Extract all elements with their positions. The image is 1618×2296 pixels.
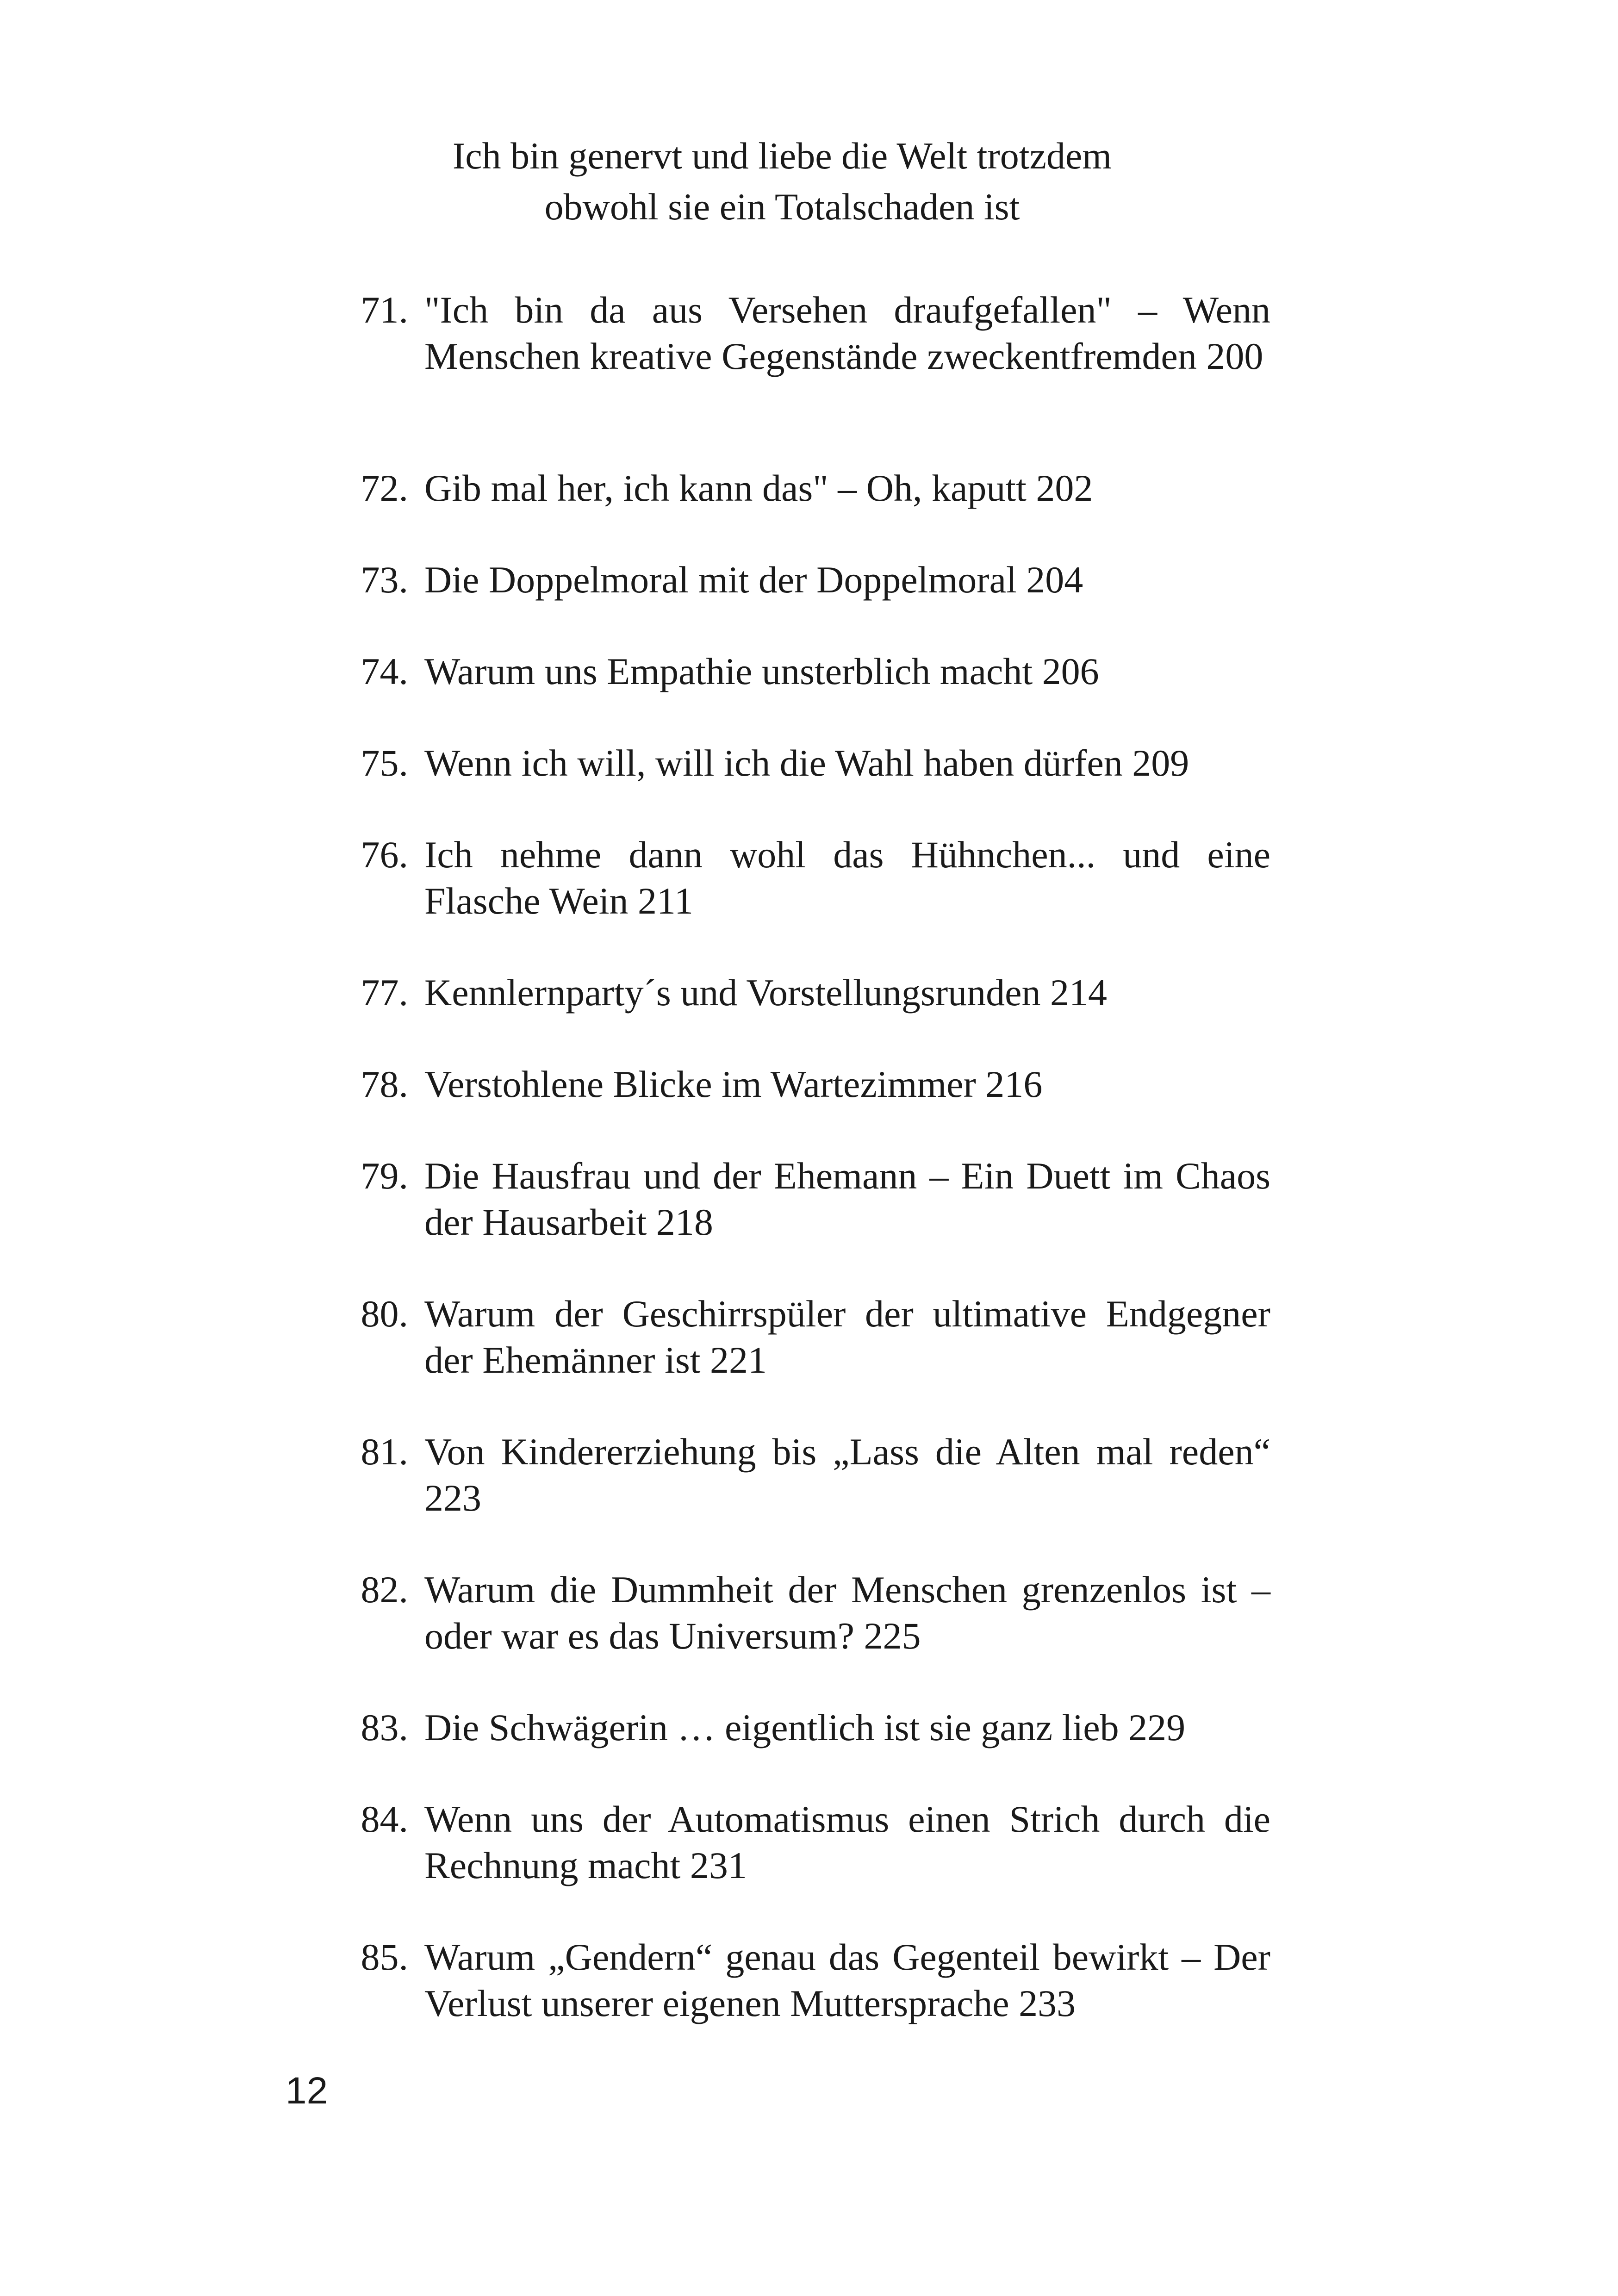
toc-entry-85: [353, 1934, 1270, 2027]
toc-entry-number: 82.: [361, 1568, 408, 1611]
toc-entry-title: Warum uns Empathie unsterblich macht 206: [424, 650, 1099, 692]
toc-entry-number: 78.: [361, 1063, 408, 1105]
toc-entry-74: [353, 648, 1270, 695]
toc-entry-72: [353, 465, 1270, 511]
toc-entry-title: Gib mal her, ich kann das" – Oh, kaputt 202: [424, 467, 1093, 509]
toc-entry-number: 85.: [361, 1936, 408, 1978]
toc-entry-76: [353, 832, 1270, 924]
toc-entry-84: [353, 1796, 1270, 1889]
toc-entry-79: [353, 1153, 1270, 1245]
toc-entry-title: Die Schwägerin … eigentlich ist sie ganz lieb 229: [424, 1706, 1186, 1748]
toc-entry-title: Von Kindererziehung bis „Lass die Alten mal reden“ 223: [424, 1431, 1270, 1519]
toc-entry-title: Kennlernparty´s und Vorstellungsrunden 214: [424, 971, 1108, 1014]
toc-entry-number: 72.: [361, 467, 408, 509]
toc-entry-title: Wenn ich will, will ich die Wahl haben dürfen 209: [424, 742, 1189, 784]
page-number: 12: [286, 2070, 328, 2112]
toc-entry-83: [353, 1705, 1270, 1751]
toc-entry-81: [353, 1429, 1270, 1521]
toc-entry-title: Verstohlene Blicke im Wartezimmer 216: [424, 1063, 1043, 1105]
toc-entry-title: Warum die Dummheit der Menschen grenzenlos ist – oder war es das Universum? 225: [424, 1568, 1270, 1657]
toc-entry-82: [353, 1567, 1270, 1659]
toc-entry-80: [353, 1291, 1270, 1383]
toc-entry-title: Wenn uns der Automatismus einen Strich durch die Rechnung macht 231: [424, 1798, 1270, 1886]
toc-entry-number: 79.: [361, 1155, 408, 1197]
toc-entry-title: Warum „Gendern“ genau das Gegenteil bewirkt – Der Verlust unserer eigenen Muttersprache 233: [424, 1936, 1270, 2024]
toc-entry-number: 73.: [361, 559, 408, 601]
toc-entry-number: 71.: [361, 289, 408, 331]
toc-entry-number: 81.: [361, 1431, 408, 1473]
toc-entry-number: 80.: [361, 1293, 408, 1335]
toc-entry-title: "Ich bin da aus Versehen draufgefallen" – Wenn Menschen kreative Gegenstände zweckentfremden 200: [424, 289, 1270, 377]
toc-entry-number: 83.: [361, 1706, 408, 1748]
toc-entry-number: 84.: [361, 1798, 408, 1840]
toc-entry-73: [353, 557, 1270, 603]
toc-entry-title: Warum der Geschirrspüler der ultimative Endgegner der Ehemänner ist 221: [424, 1293, 1270, 1381]
toc-entry-77: [353, 970, 1270, 1016]
section-heading-line-1: Ich bin genervt und liebe die Welt trotzdem: [452, 135, 1112, 177]
toc-entry-78: [353, 1061, 1270, 1108]
toc-entry-number: 74.: [361, 650, 408, 692]
toc-entry-number: 75.: [361, 742, 408, 784]
toc-entry-title: Ich nehme dann wohl das Hühnchen... und eine Flasche Wein 211: [424, 834, 1270, 922]
toc-entry-75: [353, 740, 1270, 786]
toc-entry-number: 76.: [361, 834, 408, 876]
section-heading-line-2: obwohl sie ein Totalschaden ist: [544, 186, 1020, 228]
toc-entry-title: Die Hausfrau und der Ehemann – Ein Duett im Chaos der Hausarbeit 218: [424, 1155, 1270, 1243]
toc-entry-71: [353, 287, 1270, 380]
toc-entry-title: Die Doppelmoral mit der Doppelmoral 204: [424, 559, 1083, 601]
toc-entry-number: 77.: [361, 971, 408, 1014]
